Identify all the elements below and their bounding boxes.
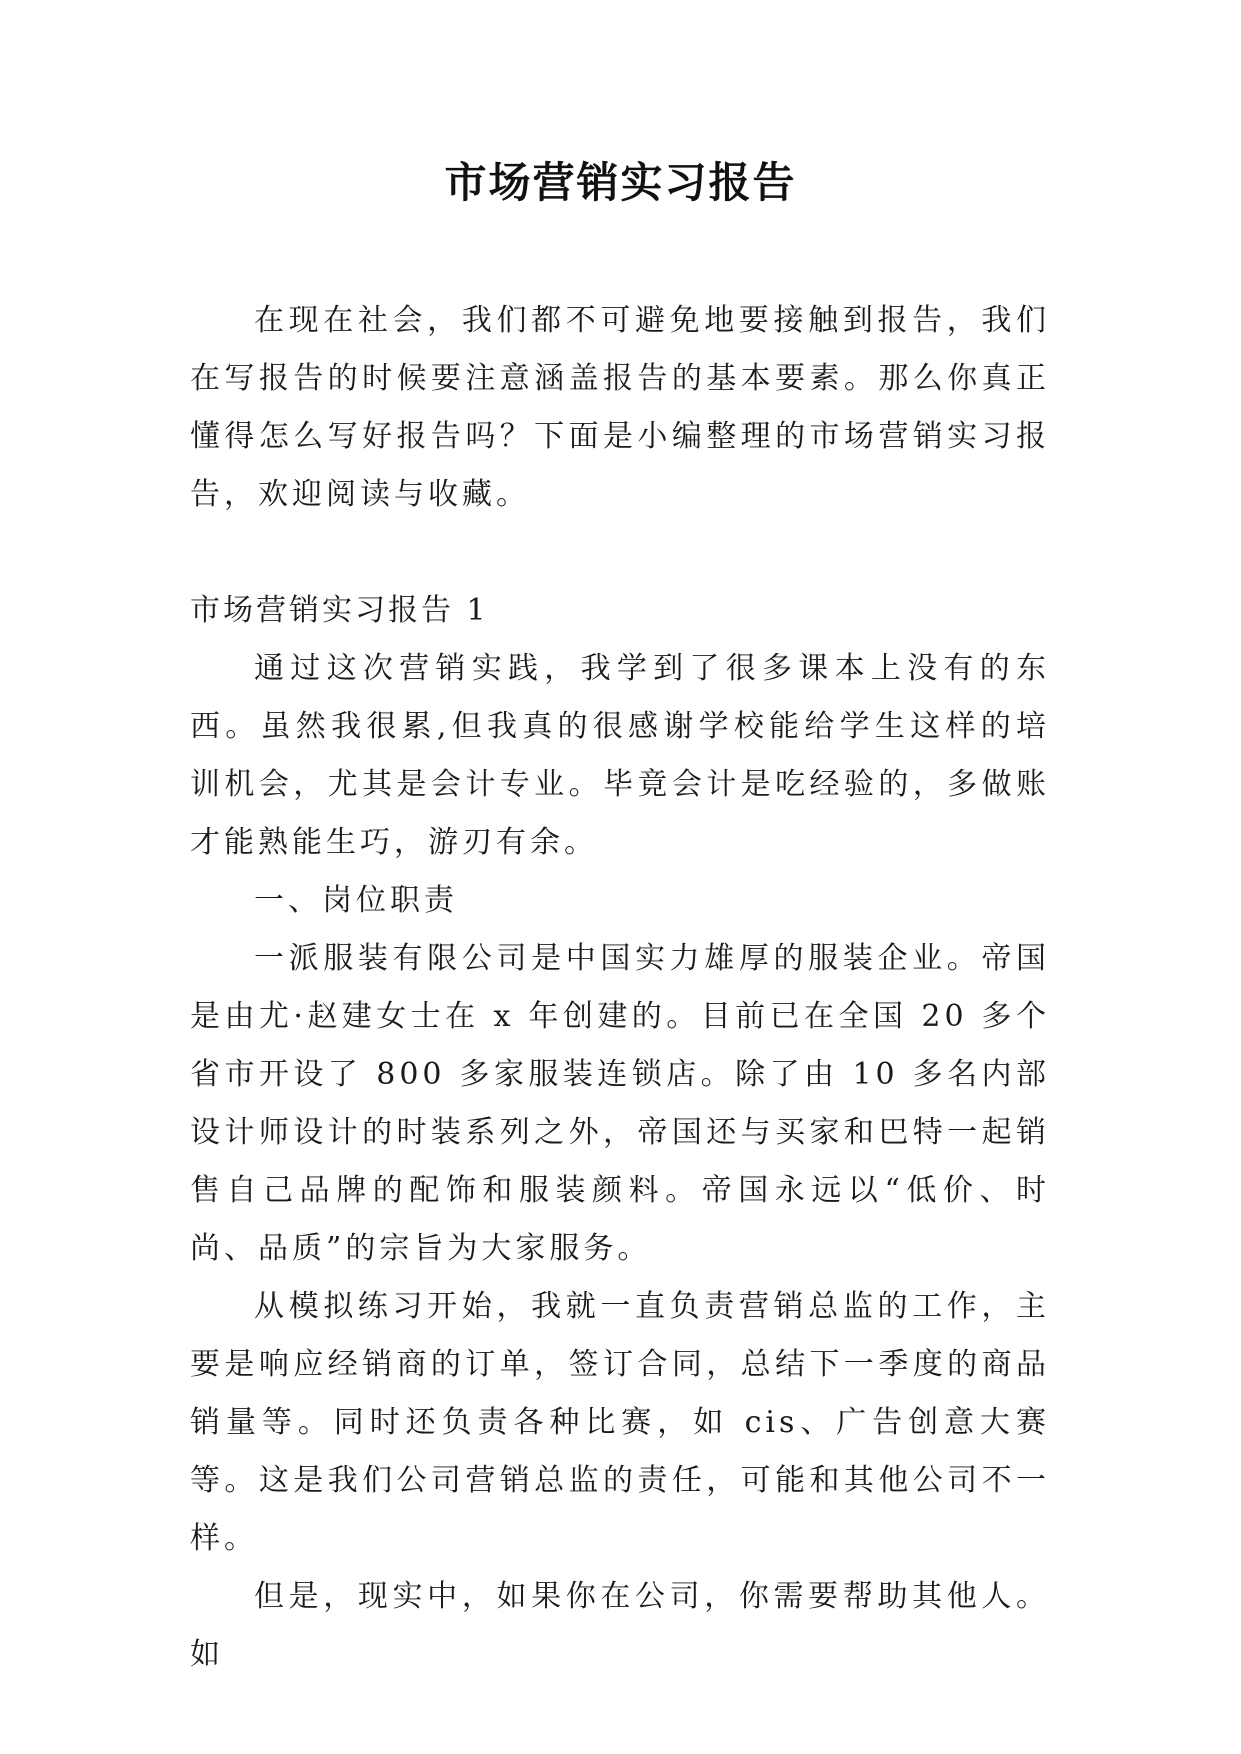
document-title: 市场营销实习报告	[444, 158, 797, 207]
body-paragraph: 但是，现实中，如果你在公司，你需要帮助其他人。如	[190, 1579, 1050, 1672]
section-heading: 市场营销实习报告 1	[190, 593, 489, 628]
subsection-heading: 一、岗位职责	[254, 883, 458, 918]
intro-paragraph: 在现在社会，我们都不可避免地要接触到报告，我们在写报告的时候要注意涵盖报告的基本要素。那么你真正懂得怎么写好报告吗？下面是小编整理的市场营销实习报告，欢迎阅读与收藏。	[190, 303, 1050, 512]
document-body	[190, 292, 1050, 1684]
body-paragraph: 从模拟练习开始，我就一直负责营销总监的工作，主要是响应经销商的订单，签订合同，总结下一季度的商品销量等。同时还负责各种比赛，如 cis、广告创意大赛等。这是我们公司营销总监的责任，可能和其他公司不一样。	[190, 1289, 1050, 1556]
body-paragraph: 通过这次营销实践，我学到了很多课本上没有的东西。虽然我很累,但我真的很感谢学校能给学生这样的培训机会，尤其是会计专业。毕竟会计是吃经验的，多做账才能熟能生巧，游刃有余。	[190, 651, 1050, 860]
body-paragraph: 一派服装有限公司是中国实力雄厚的服装企业。帝国是由尤·赵建女士在 x 年创建的。目前已在全国 20 多个省市开设了 800 多家服装连锁店。除了由 10 多名内部设计师设计的时装系列之外，帝国还与买家和巴特一起销售自己品牌的配饰和服装颜料。帝国永远以“低价、时尚、品质”的宗旨为大家服务。	[190, 941, 1050, 1266]
